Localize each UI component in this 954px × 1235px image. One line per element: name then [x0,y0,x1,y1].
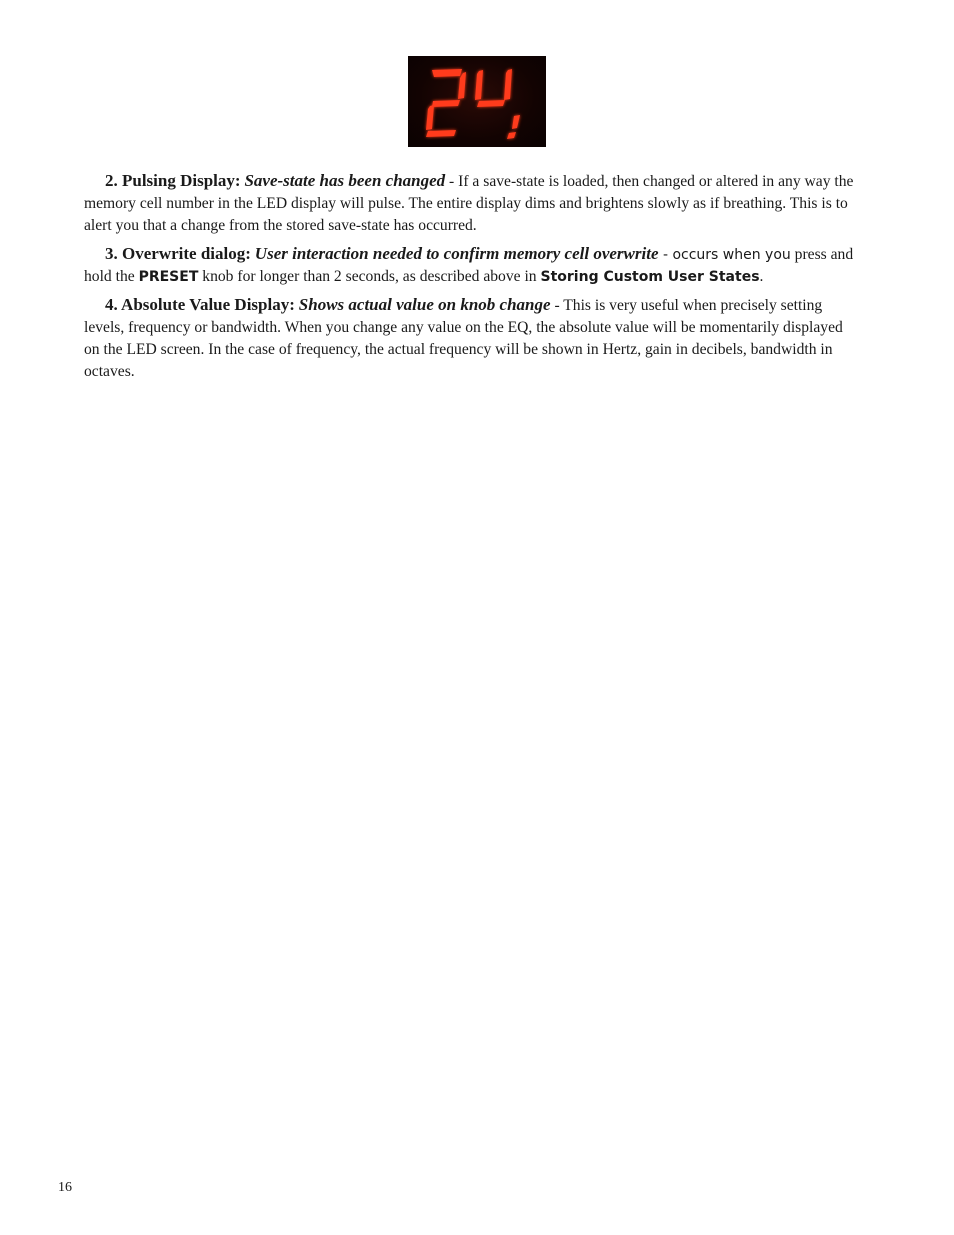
item-body-end: . [759,268,764,285]
item-body: knob for longer than 2 seconds, as described above in [198,268,541,285]
item-subtitle: Shows actual value on knob change [298,295,551,314]
document-body [84,170,862,389]
preset-knob-term: PRESET [138,269,199,285]
item-subtitle: Save-state has been changed [244,171,446,190]
item-label: 2. Pulsing Display: [105,171,241,190]
paragraph-overwrite-dialog [84,243,862,288]
item-body-dash: - occurs when you [658,247,791,263]
item-body: - If a save-state is loaded, then changed or altered in any way the memory cell number in the LED display will pulse. The entire display dims and brightens slowly as if breathing. This is to alert you that a change from the stored save-state has occurred. [84,173,854,234]
item-body: press and hold the [84,246,854,285]
led-segments [426,69,520,139]
item-body: - This is very useful when precisely setting levels, frequency or bandwidth. When you change any value on the EQ, the absolute value will be momentarily displayed on the LED screen. In the case of frequency, the actual frequency will be shown in Hertz, gain in decibels, bandwidth in octaves. [84,297,843,380]
item-label: 4. Absolute Value Display: [105,295,295,314]
item-label: 3. Overwrite dialog: [105,244,251,263]
item-subtitle: User interaction needed to confirm memory cell overwrite [254,244,659,263]
section-reference: Storing Custom User States [540,269,760,285]
paragraph-absolute-value-display [84,294,862,383]
led-display-image [408,56,546,147]
led-digits-graphic [408,56,546,147]
page-number: 16 [58,1180,72,1195]
paragraph-pulsing-display [84,170,862,237]
